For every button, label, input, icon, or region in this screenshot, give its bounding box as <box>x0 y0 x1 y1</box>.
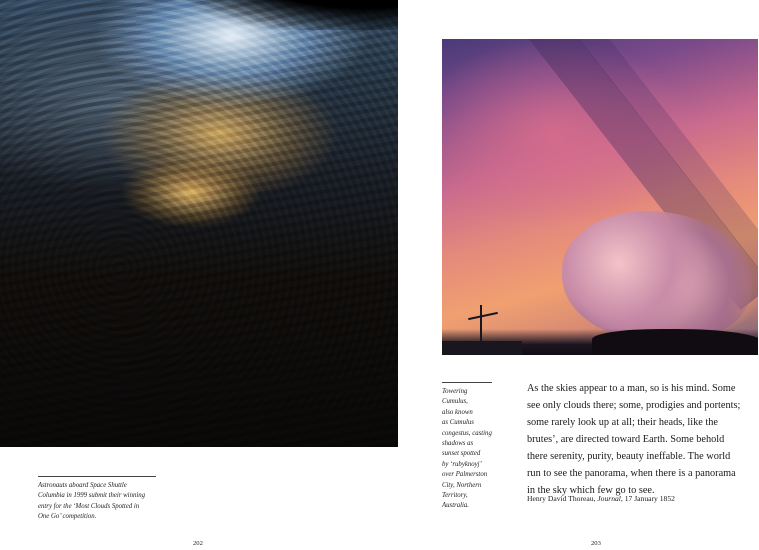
quote-attribution <box>527 493 743 504</box>
attribution-date: , 17 January 1852 <box>620 494 675 503</box>
thoreau-quote: As the skies appear to a man, so is his mind. Some see only clouds there; some, prodigies and portents; some rarely look up at all; their heads, like the brutes’, are directed toward Earth. Some behold there serenity, purity, beauty ineffable. The world run to see the panorama, when there is a panorama in the sky which few go to see. <box>527 383 741 496</box>
right-caption: Towering Cumulus, also known as Cumulus congestus, casting shadows as sunset spotted by ‘rubyknoyj’ over Palmerston City, Northern Territory, Australia. <box>442 388 492 510</box>
cloud-texture <box>0 0 398 447</box>
antenna-crossbar <box>468 312 498 320</box>
caption-rule <box>442 382 492 383</box>
towering-cumulus-sunset-photo <box>442 39 758 355</box>
left-caption: Astronauts aboard Space Shuttle Columbia in 1999 submit their winning entry for the ‘Most Clouds Spotted in One Go’ competition. <box>38 482 146 521</box>
tree-silhouette <box>592 329 758 355</box>
page-number-right: 203 <box>591 540 601 547</box>
antenna-silhouette <box>480 305 482 341</box>
roof-silhouette <box>442 341 522 355</box>
attribution-work: Journal <box>597 494 621 503</box>
caption-rule <box>38 476 156 477</box>
earth-from-orbit-photo <box>0 0 398 447</box>
attribution-author: Henry David Thoreau, <box>527 494 598 503</box>
page-number-left: 202 <box>193 540 203 547</box>
